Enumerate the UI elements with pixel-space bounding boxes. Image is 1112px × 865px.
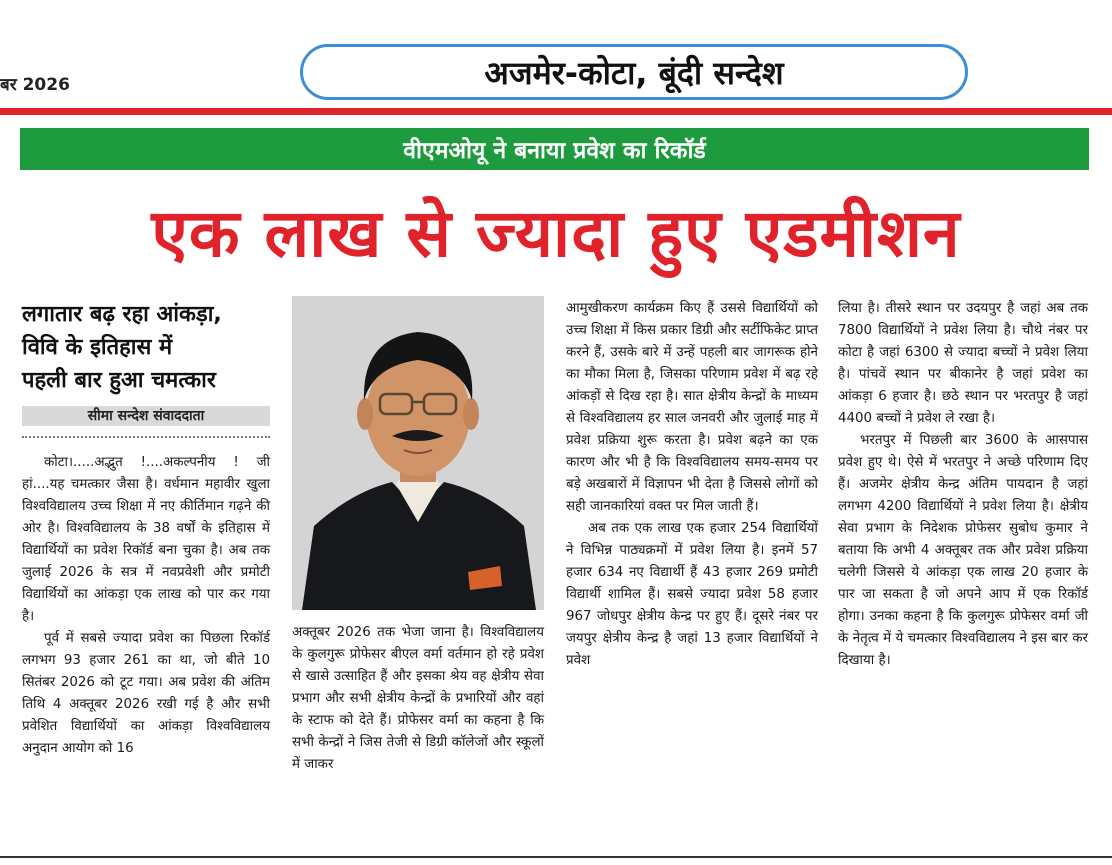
byline: सीमा सन्देश संवाददाता — [22, 406, 270, 426]
paragraph: लिया है। तीसरे स्थान पर उदयपुर है जहां अब तक 7800 विद्यार्थियों ने प्रवेश लिया है। चौथे नंबर पर कोटा है जहां 6300 से ज्यादा बच्चों ने प्रवेश लिया है। पांचवें स्थान पर बीकानेर है जहां प्रवेश का आंकड़ा 6 हजार है। छठे स्थान पर भरतपुर है जहां 4400 बच्चों ने प्रवेश ले रखा है। — [838, 301, 1088, 426]
header-rule — [0, 108, 1112, 115]
article-column-3 — [566, 298, 818, 672]
article-column-2 — [292, 622, 544, 776]
paragraph: पूर्व में सबसे ज्यादा प्रवेश का पिछला रिकॉर्ड लगभग 93 हजार 261 का था, जो बीते 10 सितंबर 2026 को टूट गया। अब प्रवेश की अंतिम तिथि 4 अक्तूबर 2026 रखी गई है और सभी प्रवेशित विद्यार्थियों का आंकड़ा विश्वविद्यालय अनुदान आयोग को 16 — [22, 631, 270, 756]
portrait-illustration — [292, 296, 544, 610]
paragraph: भरतपुर में पिछली बार 3600 के आसपास प्रवेश हुए थे। ऐसे में भरतपुर ने अच्छे परिणाम दिए हैं। अजमेर क्षेत्रीय केन्द्र अंतिम पायदान है जहां लगभग 4200 विद्यार्थियों ने प्रवेश लिया है। क्षेत्रीय सेवा प्रभाग के निदेशक प्रोफेसर सुबोध कुमार ने बताया कि अभी 4 अक्तूबर तक और प्रवेश प्रक्रिया चलेगी जिससे ये आंकड़ा एक लाख 20 हजार के पार जा सकता है जो अपने आप में एक रिकॉर्ड होगा। उनका कहना है कि कुलगुरू प्रोफेसर वर्मा जी के नेतृत्व में ये चमत्कार विश्वविद्यालय ने इस बार कर दिखाया है। — [838, 433, 1088, 668]
dotted-divider — [22, 436, 270, 438]
edition-date: बर 2026 — [0, 75, 70, 95]
subheadline — [22, 298, 272, 397]
headline: एक लाख से ज्यादा हुए एडमीशन — [151, 195, 961, 272]
article-column-1 — [22, 452, 270, 760]
subhead-line: पहली बार हुआ चमत्कार — [22, 368, 216, 393]
article-column-4 — [838, 298, 1088, 672]
paragraph: कोटा।.....अद्भुत !....अकल्पनीय ! जी हां....यह चमत्कार जैसा है। वर्धमान महावीर खुला विश्वविद्यालय उच्च शिक्षा में नए कीर्तिमान गढ़ने की ओर है। विश्वविद्यालय के 38 वर्षों के इतिहास में विद्यार्थियों का प्रवेश रिकॉर्ड बना चुका है। अब तक जुलाई 2026 के सत्र में नवप्रवेशी और प्रमोटी विद्यार्थियों का आंकड़ा एक लाख को पार कर गया है। — [22, 455, 270, 624]
subhead-line: विवि के इतिहास में — [22, 335, 173, 360]
paragraph: अक्तूबर 2026 तक भेजा जाना है। विश्वविद्यालय के कुलगुरू प्रोफेसर बीएल वर्मा वर्तमान हो रहे प्रवेश से खासे उत्साहित हैं और इसका श्रेय वह क्षेत्रीय सेवा प्रभाग और सभी क्षेत्रीय केन्द्रों के प्रभारियों और वहां के स्टाफ को देते हैं। प्रोफेसर वर्मा का कहना है कि सभी केन्द्रों ने जिस तेजी से डिग्री कॉलेजों और स्कूलों में जाकर — [292, 625, 544, 772]
footer-rule — [0, 856, 1112, 858]
section-title: अजमेर-कोटा, बूंदी सन्देश — [300, 44, 968, 100]
paragraph: अब तक एक लाख एक हजार 254 विद्यार्थियों ने विभिन्न पाठ्यक्रमों में प्रवेश लिया है। इनमें 57 हजार 634 नए विद्यार्थी हैं 43 हजार 269 प्रमोटी विद्यार्थी शामिल हैं। सबसे ज्यादा प्रवेश 58 हजार 967 जोधपुर क्षेत्रीय केन्द्र पर हुए हैं। दूसरे नंबर पर जयपुर क्षेत्रीय केन्द्र है जहां 13 हजार विद्यार्थियों ने प्रवेश — [566, 521, 818, 668]
subhead-line: लगातार बढ़ रहा आंकड़ा, — [22, 302, 222, 327]
kicker-bar: वीएमओयू ने बनाया प्रवेश का रिकॉर्ड — [20, 128, 1089, 170]
paragraph: आमुखीकरण कार्यक्रम किए हैं उससे विद्यार्थियों को उच्च शिक्षा में किस प्रकार डिग्री और सर्टीफिकेट प्राप्त करने हैं, उसके बारे में उन्हें पहली बार जागरूक होने का मौका मिला है, जिसका परिणाम प्रवेश में बढ़ रहे आंकड़ों से दिख रहा है। सात क्षेत्रीय केन्द्रों के माध्यम से विश्वविद्यालय हर साल जनवरी और जुलाई माह में प्रवेश प्रक्रिया शुरू करता है। प्रवेश बढ़ने का एक कारण और भी है कि विश्वविद्यालय समय-समय पर बड़े अखबारों में विज्ञापन भी देता है जिससे लोगों को सही जानकारियां वक्त पर मिल जाती हैं। — [566, 301, 819, 514]
portrait-photo — [292, 296, 544, 610]
